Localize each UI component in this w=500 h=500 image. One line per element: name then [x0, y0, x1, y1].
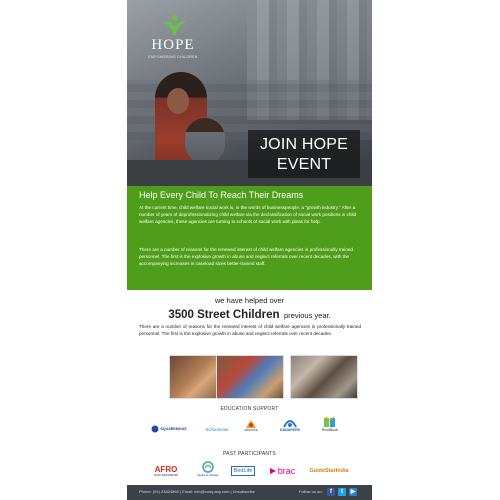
- partner-name: SQUAREMOUS: [160, 427, 187, 431]
- partner-logo-guidestar[interactable]: [305, 462, 353, 480]
- partner-name: BirdLife: [231, 466, 256, 476]
- hero-face: [167, 88, 189, 114]
- partner-name: Schoolmate: [205, 426, 229, 432]
- stats-body: There are a number of reasons for the renewed interest of child welfare agencies in professionally trained personnel. The first is the explosive growth in abuse and neglect referrals over recent decades.: [139, 324, 361, 337]
- logo-tagline: EMPOWERING CHILDREN: [148, 55, 198, 59]
- intro-heading: Help Every Child To Reach Their Dreams: [139, 190, 304, 200]
- stats-highlight: 3500 Street Children: [168, 309, 280, 321]
- footer-bar: [127, 485, 372, 500]
- hero-banner: [127, 0, 372, 186]
- gallery-photo-2[interactable]: [216, 355, 284, 399]
- join-line-1: JOIN HOPE: [259, 136, 349, 153]
- intro-paragraph-2: There are a number of reasons for the renewed interest of child welfare agencies in professionally trained personnel. The first is the explosive growth in abuse and neglect referrals over recent decades, with the accompanying increases in caseload sizes better-trained staff.: [139, 247, 353, 267]
- arc-icon: [283, 418, 297, 428]
- partner-logo-space-change[interactable]: [193, 460, 223, 478]
- brac-arrows-icon: [269, 467, 277, 475]
- globe-icon: [151, 425, 159, 433]
- partner-name: RevitBook: [321, 428, 339, 432]
- book-icon: [323, 416, 337, 428]
- past-participants-label: PAST PARTICIPANTS: [223, 451, 276, 457]
- intro-section: [127, 186, 372, 290]
- stats-suffix: previous year.: [283, 311, 331, 320]
- partner-logo-danapers[interactable]: [273, 416, 307, 434]
- partner-logo-ministrie[interactable]: [237, 416, 265, 434]
- swirl-icon: [202, 461, 214, 473]
- partner-logo-squaremous[interactable]: [147, 420, 191, 438]
- join-line-2: EVENT: [276, 156, 332, 173]
- partner-name: AFRO BAROMETER: [153, 473, 179, 477]
- partner-name: DANAPERS: [279, 428, 301, 432]
- join-event-button[interactable]: [248, 130, 360, 178]
- partner-name: Space & Change: [197, 473, 219, 477]
- stats-intro: we have helped over: [214, 296, 285, 305]
- newsletter: [127, 0, 372, 500]
- hero-child-figure: [185, 118, 225, 164]
- logo-name: HOPE: [151, 37, 195, 53]
- partner-logo-afrobarometer[interactable]: [147, 462, 185, 480]
- partner-logo-revitbook[interactable]: [315, 415, 345, 433]
- afro-wordmark-icon: AFRO: [154, 464, 178, 474]
- twitter-icon[interactable]: t: [338, 488, 346, 496]
- education-support-label: EDUCATION SUPPORT: [220, 406, 279, 412]
- partner-name: brac: [277, 466, 296, 476]
- partner-logo-schoolmate[interactable]: [197, 420, 237, 438]
- hope-logo[interactable]: [141, 14, 221, 64]
- partner-logo-birdlife[interactable]: [227, 462, 259, 480]
- leaf-person-icon: [159, 14, 187, 36]
- video-icon[interactable]: ▶: [350, 489, 356, 495]
- intro-paragraph-1: At the current time, child welfare social work is, in the words of businesspeople, a "growth industry." After a number of years of deprofessionalizing child welfare via the declassification of social work positions in child welfare agencies, these agencies are turning to schools of social work with pleas for help.: [139, 205, 357, 225]
- footer-follow-label: Follow us on:: [299, 489, 323, 494]
- stats-headline: [127, 305, 372, 323]
- facebook-icon[interactable]: f: [327, 488, 335, 496]
- partner-name: MINISTRIE: [244, 428, 258, 432]
- crest-icon: [245, 419, 257, 429]
- partner-logo-brac[interactable]: [265, 462, 299, 480]
- gallery-photo-3[interactable]: [290, 355, 358, 399]
- partner-name: GuideStarIndia: [309, 468, 349, 474]
- footer-contact[interactable]: Phone: (91) 23824560 | Email: info@company.com | Unsubscribe: [139, 489, 255, 494]
